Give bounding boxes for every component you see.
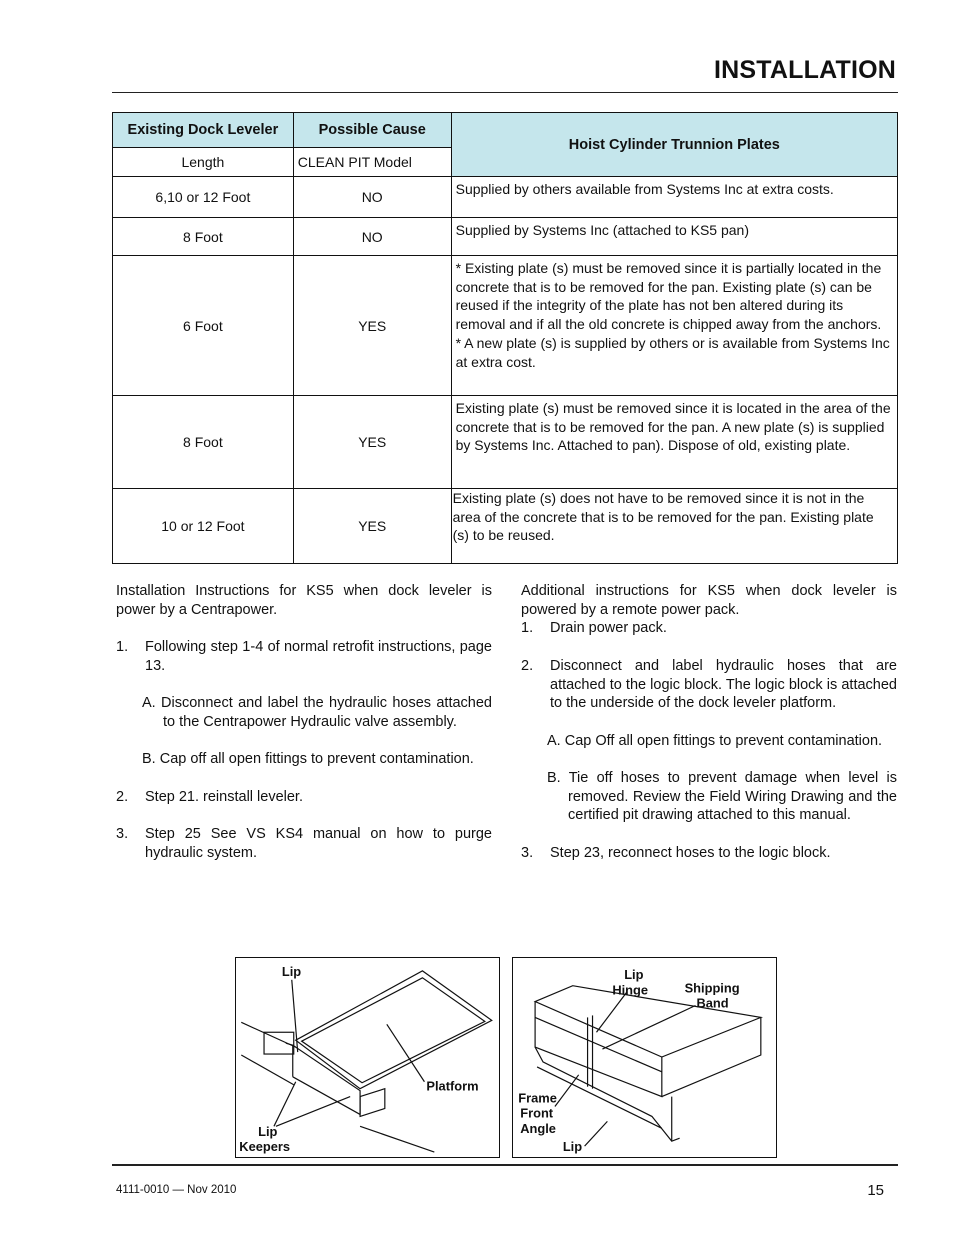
step-2: 2. Disconnect and label hydraulic hoses that are attached to the logic block. The logic block is attached to the underside of the dock leveler platform. [521,657,897,712]
row-length: 6 Foot [113,256,294,396]
label-band: Band [696,995,729,1011]
step-1a: A. Disconnect and label the hydraulic hoses attached to the Centrapower Hydraulic valve assembly. [142,695,492,730]
row-plates: Supplied by Systems Inc (attached to KS5 pan) [451,218,897,256]
label-lip: Lip [281,963,302,979]
figure-lip-keepers [235,957,500,1158]
row-clean-pit: NO [293,218,451,256]
label-angle: Angle [520,1121,556,1137]
label-keepers: Keepers [239,1139,291,1155]
intro-paragraph: Additional instructions for KS5 when dock leveler is powered by a remote power pack. [521,583,897,618]
table-row [113,218,898,256]
step-1: 1. Following step 1-4 of normal retrofit instructions, page 13. [116,639,492,674]
document-number: 4111-0010 — Nov 2010 [116,1184,237,1196]
label-front: Front [520,1105,554,1121]
row-clean-pit: YES [293,489,451,564]
row-plates: Supplied by others available from Systems Inc at extra costs. [451,177,897,218]
footer-rule [112,1164,898,1166]
step-3: 3. Step 23, reconnect hoses to the logic block. [521,844,831,861]
row-plates: Existing plate (s) must be removed since it is located in the area of the concrete that is to be removed for the pan. A new plate (s) is supplied by Systems Inc. Attached to pan). Dispose of old, existing plate. [451,396,897,489]
row-length: 8 Foot [113,218,294,256]
page-title: INSTALLATION [713,56,896,84]
plates-note-1: * Existing plate (s) must be removed since it is partially located in the concrete that is to be removed for the pan. Existing plate (s) can be reused if the integrity of the plate has not ben altered during its removal and if all the old concrete is chipped away from the anchors. [455,260,882,333]
header-possible-cause: Possible Cause [293,113,451,148]
page-number: 15 [867,1182,884,1199]
intro-paragraph: Installation Instructions for KS5 when dock leveler is power by a Centrapower. [116,583,492,618]
label-lip-2: Lip [258,1124,278,1140]
header-clean-pit-model: CLEAN PIT Model [293,148,451,177]
header-existing-dock-leveler: Existing Dock Leveler [113,113,294,148]
step-1b: B. Cap off all open fittings to prevent contamination. [142,751,474,768]
header-rule [112,92,898,93]
label-frame: Frame [518,1090,557,1106]
table-row [113,177,898,218]
step-3: 3. Step 25 See VS KS4 manual on how to purge hydraulic system. [116,826,492,861]
label-lip: Lip [624,966,644,982]
table-row [113,396,898,489]
label-lip-bottom: Lip [562,1139,583,1155]
lip-hinge-drawing [513,958,776,1157]
label-platform: Platform [426,1078,479,1094]
row-plates: Existing plate (s) does not have to be removed since it is not in the area of the concrete that is to be removed for the pan. Existing plate (s) to be reused. [451,489,897,564]
figure-shipping-band [512,957,777,1158]
label-shipping: Shipping [684,980,740,996]
label-hinge: Hinge [612,982,649,998]
table-row [113,256,898,396]
step-1: 1. Drain power pack. [521,620,667,637]
step-2a: A. Cap Off all open fittings to prevent contamination. [547,732,883,749]
header-trunnion-plates: Hoist Cylinder Trunnion Plates [451,113,897,177]
leveler-platform-drawing [236,958,499,1157]
row-length: 8 Foot [113,396,294,489]
step-2b: B. Tie off hoses to prevent damage when level is removed. Review the Field Wiring Drawing and the certified pit drawing attached to this manual. [547,769,897,824]
row-clean-pit: YES [293,396,451,489]
step-2: 2. Step 21. reinstall leveler. [116,788,303,805]
row-length: 10 or 12 Foot [113,489,294,564]
row-plates [451,256,897,396]
row-clean-pit: YES [293,256,451,396]
header-length: Length [113,148,294,177]
plates-note-2: * A new plate (s) is supplied by others or is available from Systems Inc at extra cost. [455,334,890,370]
trunnion-plates-table [112,112,898,564]
centrapower-instructions [116,582,492,862]
row-length: 6,10 or 12 Foot [113,177,294,218]
row-clean-pit: NO [293,177,451,218]
table-row [113,489,898,564]
remote-power-pack-instructions [521,582,897,862]
